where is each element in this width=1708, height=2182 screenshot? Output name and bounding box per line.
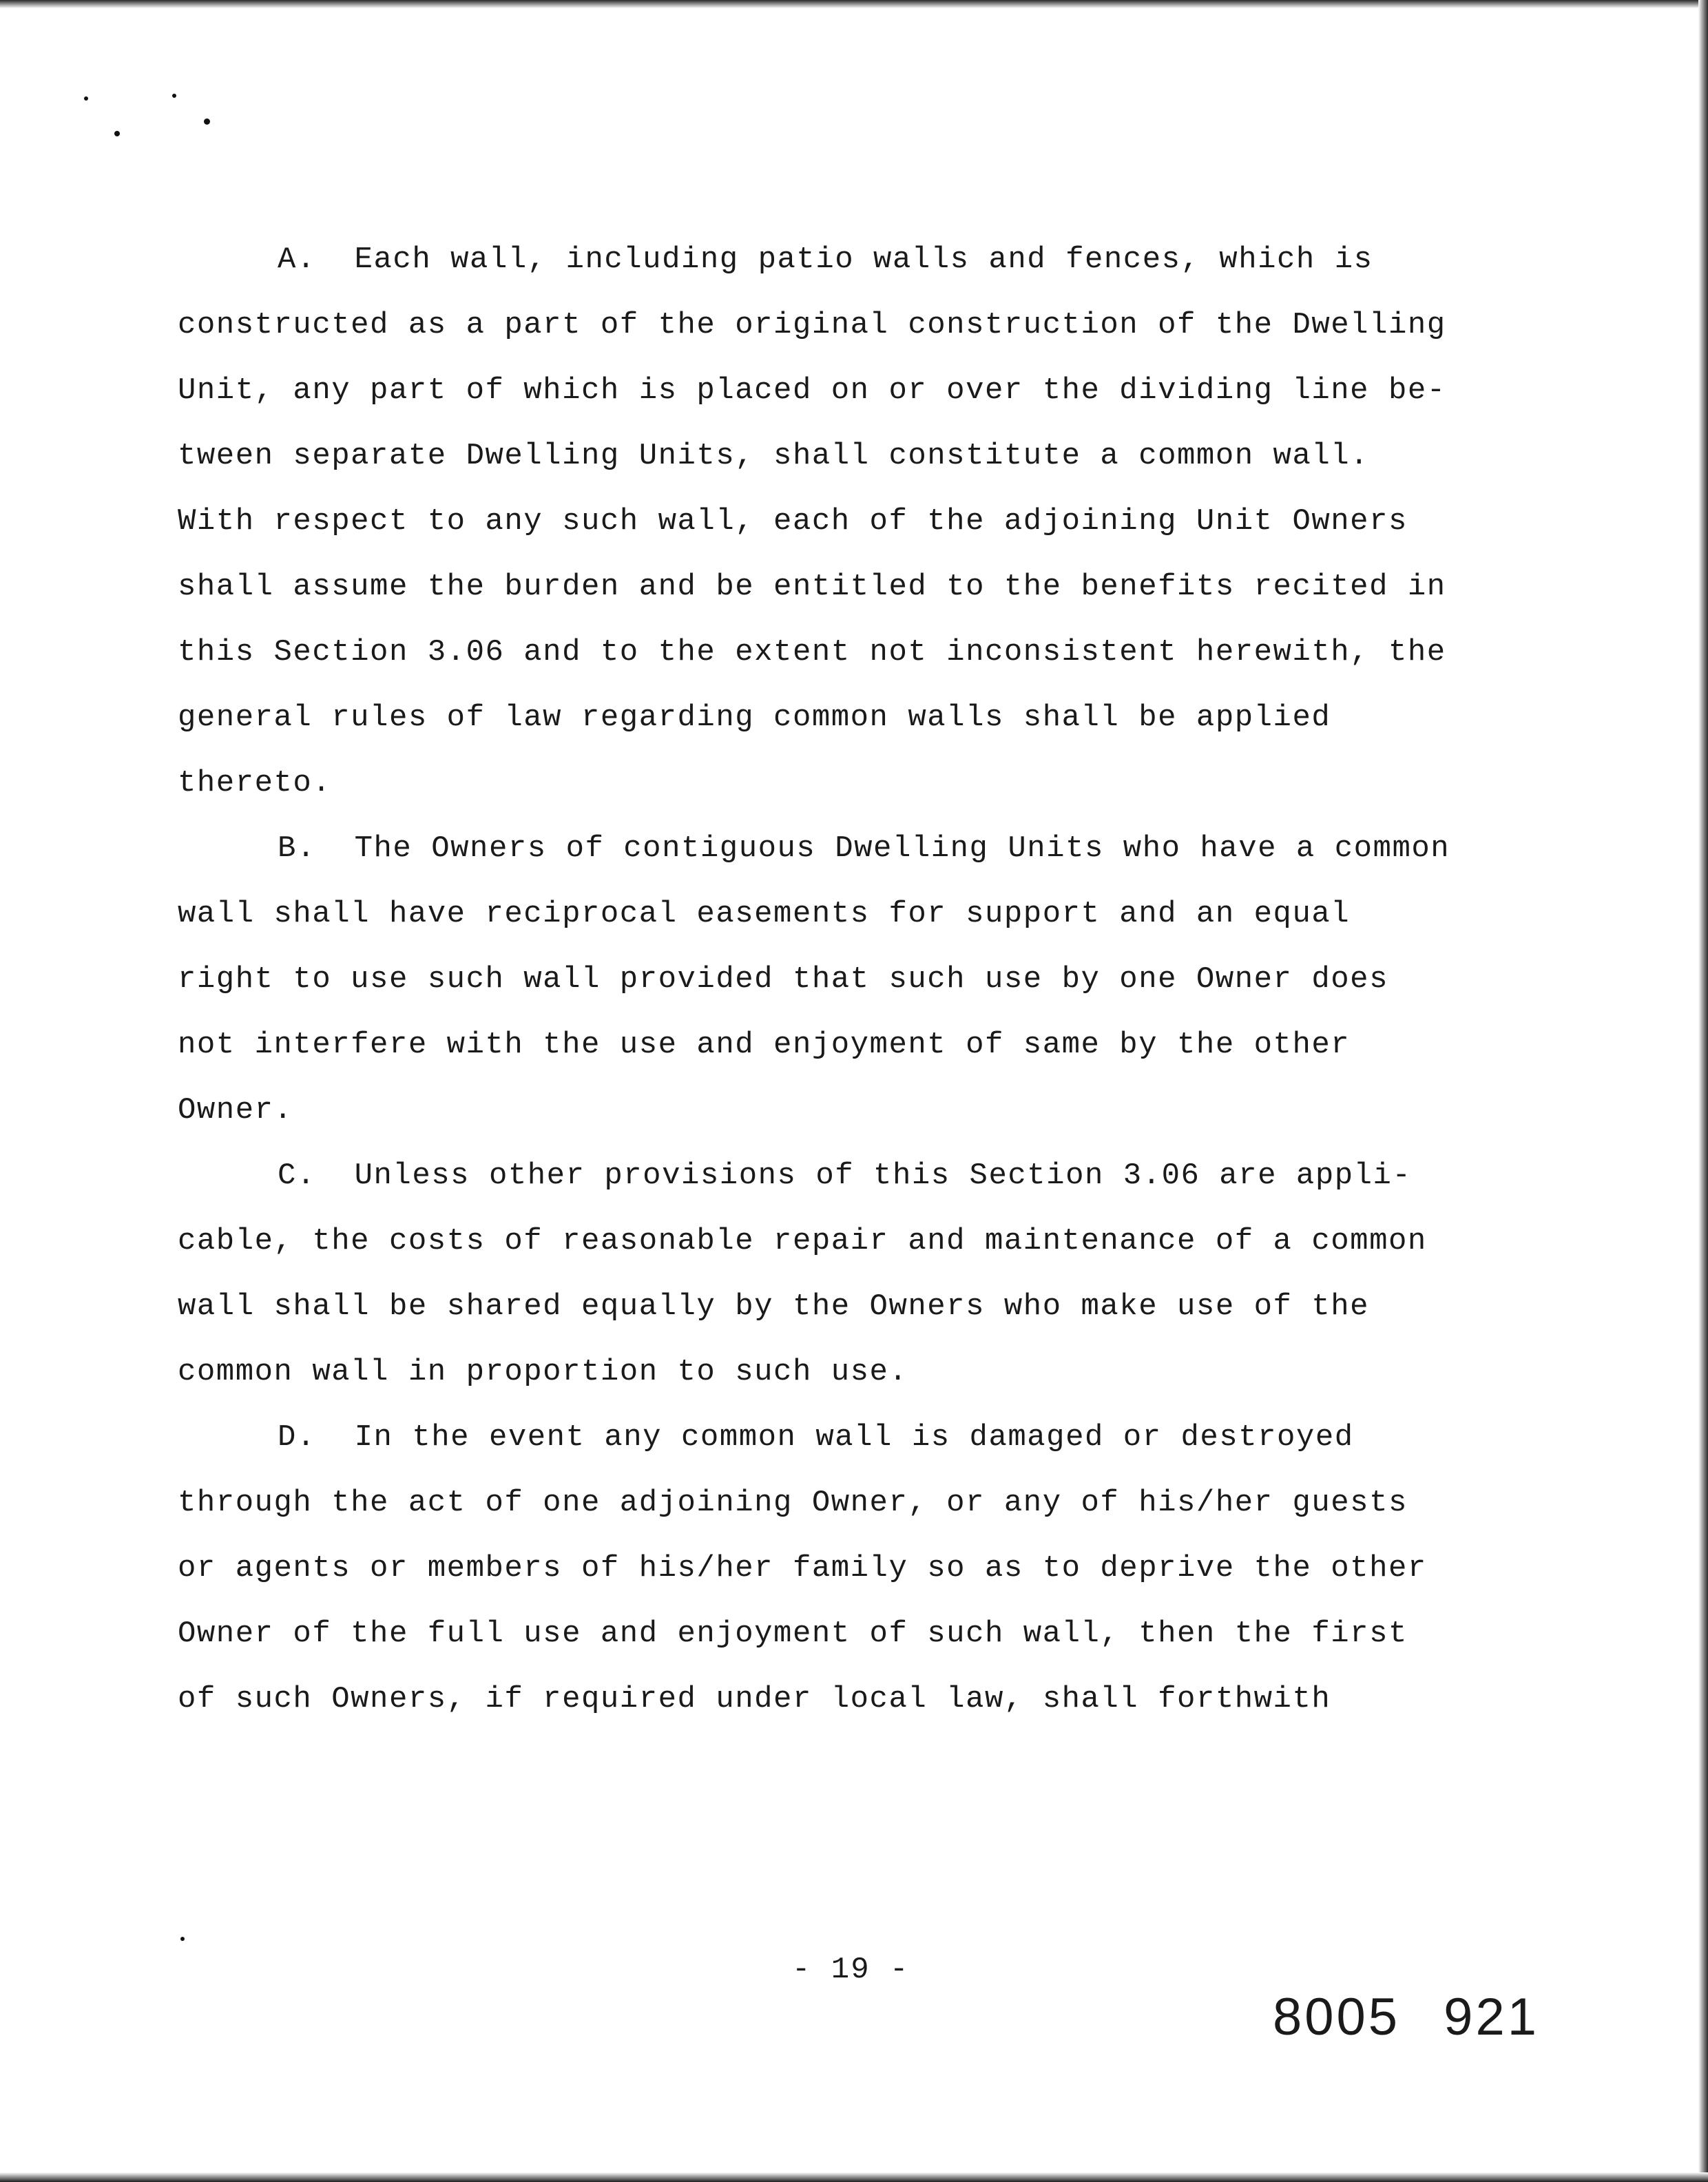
paragraph-a	[178, 227, 1514, 816]
text-line: wall shall be shared equally by the Owners who make use of the	[178, 1289, 1370, 1324]
text-line: shall assume the burden and be entitled to the benefits recited in	[178, 570, 1446, 604]
scan-speck	[172, 94, 176, 98]
paragraph-c	[178, 1143, 1514, 1405]
text-line: common wall in proportion to such use.	[178, 1355, 908, 1389]
text-line: Owner of the full use and enjoyment of such wall, then the first	[178, 1617, 1408, 1651]
text-line: general rules of law regarding common walls shall be applied	[178, 700, 1331, 735]
paragraph-b	[178, 816, 1514, 1143]
text-line: right to use such wall provided that such use by one Owner does	[178, 962, 1388, 997]
text-line: D. In the event any common wall is damaged or destroyed	[278, 1420, 1354, 1455]
text-line: tween separate Dwelling Units, shall constitute a common wall.	[178, 439, 1370, 473]
text-line: through the act of one adjoining Owner, or any of his/her guests	[178, 1486, 1408, 1520]
scan-edge-right	[1698, 0, 1708, 2182]
text-line: of such Owners, if required under local law, shall forthwith	[178, 1682, 1331, 1716]
text-line: cable, the costs of reasonable repair and maintenance of a common	[178, 1224, 1427, 1258]
text-line: C. Unless other provisions of this Section 3.06 are appli-	[278, 1158, 1412, 1193]
scan-edge-bottom	[0, 2172, 1708, 2182]
scan-edge-top	[0, 0, 1708, 8]
text-line: or agents or members of his/her family so as to deprive the other	[178, 1551, 1427, 1586]
page-number: - 19 -	[792, 1953, 910, 1987]
text-line: With respect to any such wall, each of the adjoining Unit Owners	[178, 504, 1408, 539]
text-line: B. The Owners of contiguous Dwelling Units who have a common	[278, 831, 1450, 866]
text-line: this Section 3.06 and to the extent not inconsistent herewith, the	[178, 635, 1446, 669]
text-line: thereto.	[178, 766, 332, 800]
scan-speck	[204, 118, 210, 125]
text-line: A. Each wall, including patio walls and fences, which is	[278, 242, 1373, 277]
text-line: wall shall have reciprocal easements for support and an equal	[178, 897, 1351, 931]
scan-speck	[114, 131, 120, 136]
document-code: 8005 921	[1273, 1988, 1539, 2046]
text-line: Owner.	[178, 1093, 293, 1128]
text-line: not interfere with the use and enjoyment of same by the other	[178, 1028, 1351, 1062]
paragraph-d	[178, 1405, 1514, 1732]
text-line: Unit, any part of which is placed on or over the dividing line be-	[178, 373, 1446, 408]
text-line: constructed as a part of the original construction of the Dwelling	[178, 308, 1446, 342]
document-body	[178, 227, 1514, 1732]
scan-speck	[180, 1937, 185, 1941]
scan-speck	[84, 96, 88, 101]
